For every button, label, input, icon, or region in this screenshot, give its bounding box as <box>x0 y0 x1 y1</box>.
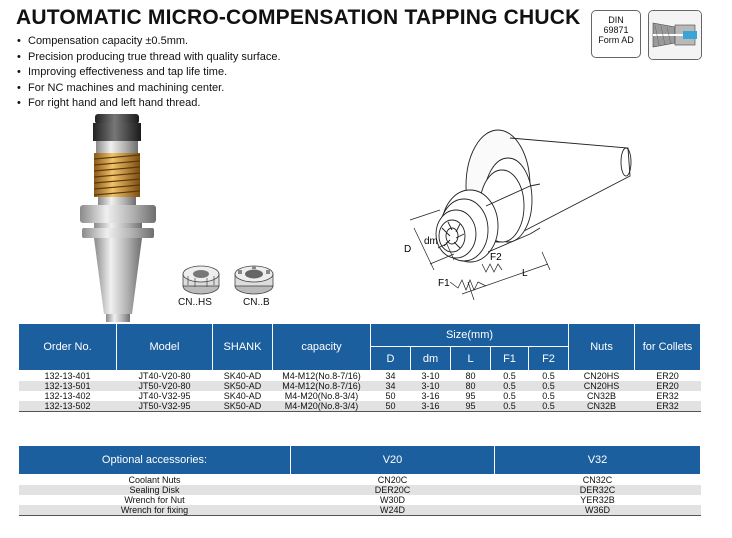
table-cell: 0.5 <box>542 371 555 381</box>
table-cell: 132-13-401 <box>44 371 91 381</box>
table-cell: Coolant Nuts <box>128 475 181 485</box>
table-cell: Wrench for Nut <box>124 495 185 505</box>
table-row <box>19 401 701 412</box>
cn-hs-nut-image <box>180 264 222 296</box>
table-cell: CN32B <box>569 401 635 412</box>
tapping-chuck-image <box>74 114 164 324</box>
page-title: AUTOMATIC MICRO-COMPENSATION TAPPING CHUCK <box>16 6 581 29</box>
label-dm: dm <box>424 236 438 247</box>
table-cell: JT40-V32-95 <box>138 391 191 401</box>
table-cell: 3-16 <box>411 401 451 412</box>
header-shank: SHANK <box>213 324 273 371</box>
table-cell: 50 <box>371 401 411 412</box>
table-cell: 95 <box>465 391 476 401</box>
header-size-d: D <box>371 347 411 371</box>
table-cell: SK50-AD <box>213 401 273 412</box>
table-cell: ER20 <box>635 381 701 391</box>
table-cell: SK40-AD <box>223 391 262 401</box>
table-cell: SK50-AD <box>213 381 273 391</box>
chuck-dimension-drawing <box>390 124 650 314</box>
table-cell: DER32C <box>495 485 701 495</box>
table-cell: JT50-V32-95 <box>117 401 213 412</box>
table-cell: W30D <box>379 495 405 505</box>
header-model: Model <box>117 324 213 371</box>
cn-b-nut-image <box>232 264 276 296</box>
table-cell: 0.5 <box>503 391 516 401</box>
table-cell: CN20HS <box>569 381 635 391</box>
header-capacity: capacity <box>273 324 371 371</box>
table-cell: 0.5 <box>491 401 529 412</box>
table-cell: JT40-V20-80 <box>138 371 191 381</box>
table-cell: 0.5 <box>491 381 529 391</box>
standard-line: DIN <box>608 15 624 25</box>
table-cell: 50 <box>385 391 396 401</box>
feature-item: • Improving effectiveness and tap life time. <box>17 65 281 81</box>
header-size-f2: F2 <box>529 347 569 371</box>
nut-caption-hs: CN..HS <box>178 297 212 308</box>
table-cell: JT50-V20-80 <box>117 381 213 391</box>
table-cell: 132-13-402 <box>44 391 91 401</box>
form-ad-icon <box>648 10 702 60</box>
header-size-f1: F1 <box>491 347 529 371</box>
table-cell: 3-10 <box>421 371 440 381</box>
table-cell: 34 <box>385 371 396 381</box>
table-cell: ER32 <box>656 391 679 401</box>
din-standard-badge <box>591 10 641 58</box>
nut-caption-b: CN..B <box>243 297 270 308</box>
header-accessories: Optional accessories: <box>19 446 291 475</box>
table-cell: ER32 <box>635 401 701 412</box>
table-cell: 3-10 <box>411 381 451 391</box>
table-cell: Sealing Disk <box>19 485 291 495</box>
label-F2: F2 <box>490 252 502 263</box>
table-cell: 132-13-502 <box>19 401 117 412</box>
feature-item: • For NC machines and machining center. <box>17 81 281 97</box>
table-cell: M4-M12(No.8-7/16) <box>273 381 371 391</box>
feature-item: • For right hand and left hand thread. <box>17 96 281 112</box>
standard-line: 69871 <box>603 25 629 35</box>
header-v20: V20 <box>291 446 495 475</box>
header-order-no: Order No. <box>19 324 117 371</box>
header-size-dm: dm <box>411 347 451 371</box>
table-cell: Wrench for fixing <box>19 505 291 516</box>
table-cell: M4-M12(No.8-7/16) <box>282 371 361 381</box>
table-cell: ER20 <box>656 371 679 381</box>
table-cell: 0.5 <box>529 401 569 412</box>
table-cell: M4-M20(No.8-3/4) <box>273 401 371 412</box>
table-cell: 0.5 <box>503 371 516 381</box>
table-cell: CN20HS <box>583 371 620 381</box>
accessories-table <box>18 445 701 516</box>
table-cell: 80 <box>451 381 491 391</box>
label-F1: F1 <box>438 278 450 289</box>
feature-item: • Compensation capacity ±0.5mm. <box>17 34 281 50</box>
table-row <box>19 505 701 516</box>
table-row <box>19 495 701 505</box>
label-L: L <box>522 268 528 279</box>
standard-line: Form AD <box>598 35 634 45</box>
header-size-l: L <box>451 347 491 371</box>
feature-item: • Precision producing true thread with quality surface. <box>17 50 281 66</box>
table-cell: SK40-AD <box>223 371 262 381</box>
table-row <box>19 485 701 495</box>
table-cell: CN32C <box>582 475 613 485</box>
header-collets: for Collets <box>635 324 701 371</box>
table-cell: CN32B <box>587 391 617 401</box>
feature-list <box>17 34 281 112</box>
table-cell: DER20C <box>291 485 495 495</box>
table-cell: M4-M20(No.8-3/4) <box>284 391 359 401</box>
table-cell: 0.5 <box>542 391 555 401</box>
table-cell: 3-16 <box>421 391 440 401</box>
table-cell: 95 <box>451 401 491 412</box>
header-size: Size(mm) <box>371 324 569 347</box>
table-cell: W24D <box>291 505 495 516</box>
table-row <box>19 381 701 391</box>
header-nuts: Nuts <box>569 324 635 371</box>
table-row <box>19 371 701 382</box>
table-cell: 80 <box>465 371 476 381</box>
spec-table <box>18 323 701 412</box>
table-cell: 132-13-501 <box>19 381 117 391</box>
table-row <box>19 475 701 486</box>
table-cell: YER32B <box>580 495 615 505</box>
label-D: D <box>404 244 412 255</box>
table-row <box>19 391 701 401</box>
table-cell: 0.5 <box>529 381 569 391</box>
table-cell: W36D <box>495 505 701 516</box>
table-cell: 34 <box>371 381 411 391</box>
header-v32: V32 <box>495 446 701 475</box>
table-cell: CN20C <box>377 475 408 485</box>
